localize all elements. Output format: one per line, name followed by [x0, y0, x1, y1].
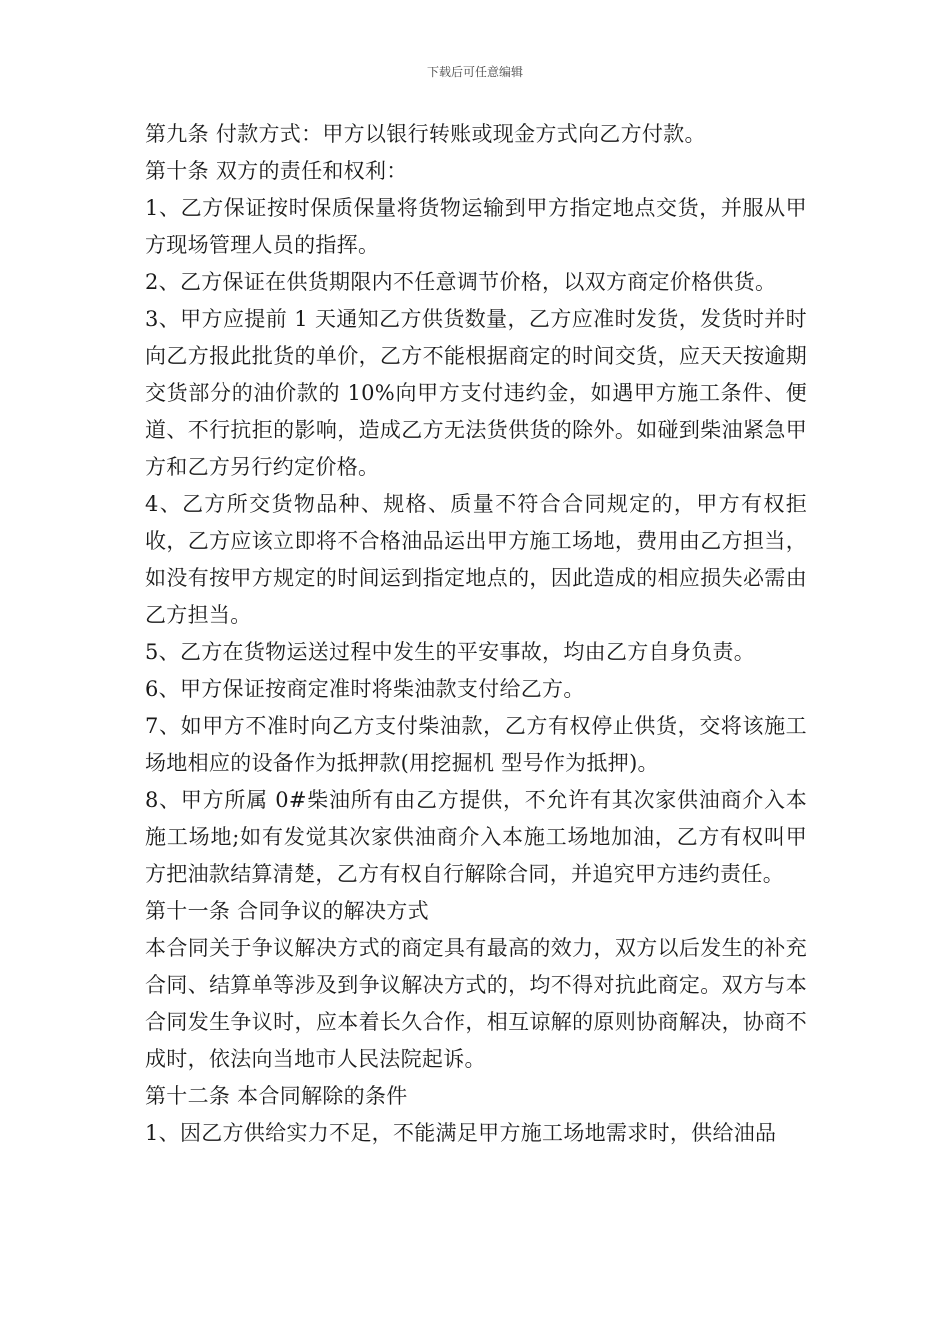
clause-10-item-6: 6、甲方保证按商定准时将柴油款支付给乙方。: [145, 677, 585, 701]
clause-10-item-5: 5、乙方在货物运送过程中发生的平安事故，均由乙方自身负责。: [145, 640, 756, 664]
clause-10-item-1: 1、乙方保证按时保质保量将货物运输到甲方指定地点交货，并服从甲方现场管理人员的指挥。: [145, 196, 807, 257]
clause-10-item-2: 2、乙方保证在供货期限内不任意调节价格，以双方商定价格供货。: [145, 270, 777, 294]
document-body: [145, 116, 807, 1152]
clause-11-body: 本合同关于争议解决方式的商定具有最高的效力，双方以后发生的补充合同、结算单等涉及到争议解决方式的，均不得对抗此商定。双方与本合同发生争议时，应本着长久合作，相互谅解的原则协商解决，协商不成时，依法向当地市人民法院起诉。: [145, 936, 807, 1071]
clause-10-heading: 第十条 双方的责任和权利：: [145, 159, 408, 183]
clause-9-payment: 第九条 付款方式：甲方以银行转账或现金方式向乙方付款。: [145, 122, 706, 146]
clause-10-item-8: 8、甲方所属 0#柴油所有由乙方提供，不允许有其次家供油商介入本施工场地;如有发觉其次家供油商介入本施工场地加油，乙方有权叫甲方把油款结算清楚，乙方有权自行解除合同，并追究甲方违约责任。: [145, 788, 807, 886]
clause-10-item-7: 7、如甲方不准时向乙方支付柴油款，乙方有权停止供货，交将该施工场地相应的设备作为抵押款(用挖掘机 型号作为抵押)。: [145, 714, 807, 775]
page-header-note: 下载后可任意编辑: [426, 65, 523, 79]
clause-12-item-1: 1、因乙方供给实力不足，不能满足甲方施工场地需求时，供给油品: [145, 1121, 777, 1145]
clause-10-item-3: 3、甲方应提前 1 天通知乙方供货数量，乙方应准时发货，发货时并时向乙方报此批货的单价，乙方不能根据商定的时间交货，应天天按逾期交货部分的油价款的 10%向甲方支付违约金，如遇甲方施工条件、便道、不行抗拒的影响，造成乙方无法货供货的除外。如碰到柴油紧急甲方和乙方另行约定价格。: [145, 307, 807, 479]
clause-10-item-4: 4、乙方所交货物品种、规格、质量不符合合同规定的，甲方有权拒收，乙方应该立即将不合格油品运出甲方施工场地，费用由乙方担当，如没有按甲方规定的时间运到指定地点的，因此造成的相应损失必需由乙方担当。: [145, 492, 807, 627]
clause-11-heading: 第十一条 合同争议的解决方式: [145, 899, 429, 923]
clause-12-heading: 第十二条 本合同解除的条件: [145, 1084, 408, 1108]
